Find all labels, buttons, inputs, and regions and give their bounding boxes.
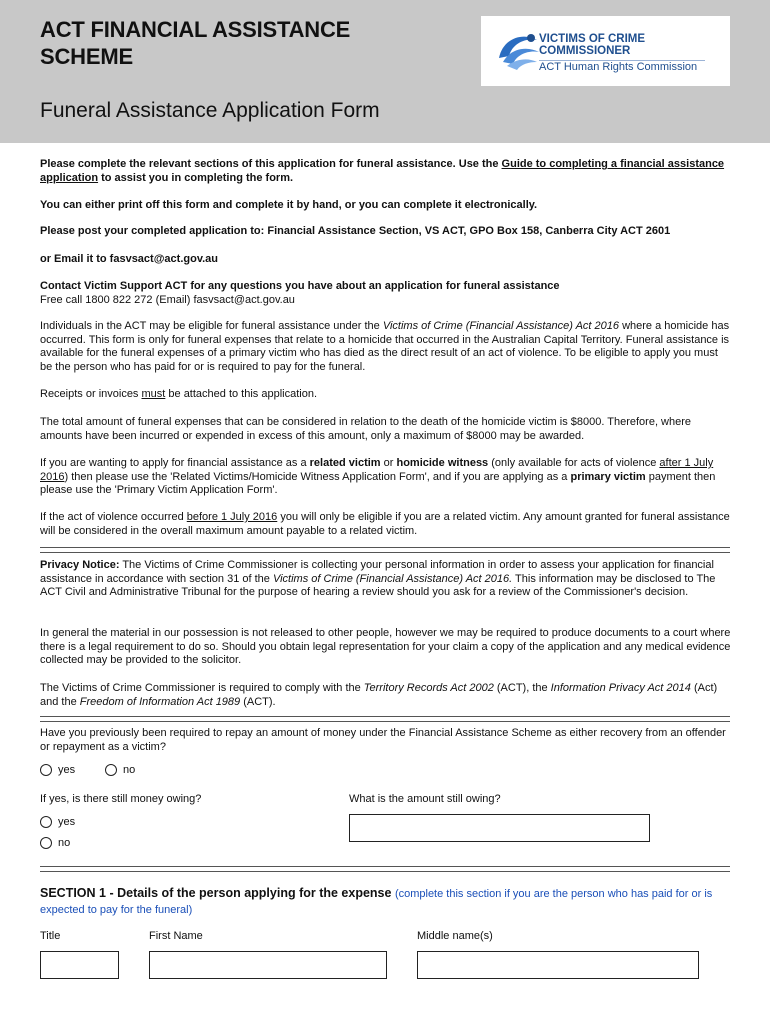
- swirl-logo-icon: [493, 28, 543, 72]
- first-name-label: First Name: [149, 930, 203, 942]
- commission-logo: [481, 16, 730, 86]
- intro-p5: Contact Victim Support ACT for any questions you have about an application for funeral assistance Free call 1800 822 272 (Email) fasvsact@act.gov.au: [40, 280, 560, 306]
- title-label: Title: [40, 930, 61, 942]
- form-title: ACT FINANCIAL ASSISTANCE SCHEME: [40, 17, 351, 69]
- privacy-p1: Privacy Notice: The Victims of Crime Commissioner is collecting your personal information in order to assess your application for financial assistance in accordance with section 31 of the Victims of Crime (Financial Assistance) Act 2016. This information may be disclosed to The ACT Civil and Administrative Tribunal for the purpose of hearing a review should you ask for a review of the Commissioner's decision.: [40, 559, 716, 598]
- logo-divider: [539, 60, 705, 61]
- title-input[interactable]: [40, 951, 119, 979]
- owing-question: If yes, is there still money owing?: [40, 793, 202, 805]
- privacy-p3: The Victims of Crime Commissioner is required to comply with the Territory Records Act 2002 (ACT), the Information Privacy Act 2014 (Act) and the Freedom of Information Act 1989 (ACT).: [40, 682, 718, 708]
- repay-no-option[interactable]: no: [105, 764, 135, 776]
- guide-link[interactable]: Guide to completing a financial assistance application: [40, 158, 725, 184]
- repay-yes-radio[interactable]: [40, 764, 52, 776]
- divider: [40, 866, 730, 872]
- first-name-input[interactable]: [149, 951, 387, 979]
- divider: [40, 716, 730, 722]
- intro-p1: Please complete the relevant sections of this application for funeral assistance. Use the Guide to completing a financial assistance application to assist you in completing the form.: [40, 158, 725, 184]
- privacy-p2: In general the material in our possession is not released to other people, however we may be required to produce documents to a court where there is a legal requirement to do so. Should you obtain legal representation for your claim a copy of the application and any medical evidence collected may be provided to the solicitor.: [40, 627, 731, 666]
- repay-question: Have you previously been required to repay an amount of money under the Financial Assistance Scheme as either recovery from an offender or repayment as a victim?: [40, 727, 726, 753]
- owing-no-option[interactable]: no: [40, 837, 70, 849]
- middle-name-label: Middle name(s): [417, 930, 493, 942]
- owing-no-radio[interactable]: [40, 837, 52, 849]
- amount-question: What is the amount still owing?: [349, 793, 501, 805]
- form-subtitle: Funeral Assistance Application Form: [40, 99, 380, 122]
- section-1-heading: SECTION 1 - Details of the person applying for the expense (complete this section if you are the person who has paid for or is expected to pay for the funeral): [40, 886, 713, 916]
- repay-yes-option[interactable]: yes: [40, 764, 75, 776]
- intro-p7: Receipts or invoices must be attached to this application.: [40, 388, 318, 400]
- owing-yes-option[interactable]: yes: [40, 816, 75, 828]
- intro-p2: You can either print off this form and complete it by hand, or you can complete it electronically.: [40, 199, 538, 211]
- logo-text: VICTIMS OF CRIME COMMISSIONER ACT Human Rights Commission: [539, 33, 698, 73]
- middle-name-input[interactable]: [417, 951, 699, 979]
- repay-no-radio[interactable]: [105, 764, 117, 776]
- intro-p4: or Email it to fasvsact@act.gov.au: [40, 253, 219, 265]
- owing-yes-radio[interactable]: [40, 816, 52, 828]
- divider: [40, 547, 730, 553]
- amount-owing-input[interactable]: [349, 814, 650, 842]
- intro-p10: If the act of violence occurred before 1 July 2016 you will only be eligible if you are a related victim. Any amount granted for funeral assistance will be considered in the overall maximum amount payable to a related victim.: [40, 511, 730, 537]
- intro-p8: The total amount of funeral expenses that can be considered in relation to the death of the homicide victim is $8000. Therefore, where amounts have been incurred or expended in excess of this amount, only a maximum of $8000 may be awarded.: [40, 416, 692, 442]
- intro-p3: Please post your completed application to: Financial Assistance Section, VS ACT, GPO Box 158, Canberra City ACT 2601: [40, 225, 671, 237]
- header-band: [0, 0, 770, 143]
- intro-p6: Individuals in the ACT may be eligible for funeral assistance under the Victims of Crime (Financial Assistance) Act 2016 where a homicide has occurred. This form is only for funeral expenses that relate to a homicide that occurred in the Australian Capital Territory. Funeral assistance is available for the funeral expenses of a primary victim who has died as the direct result of an act of violence. To be eligible to apply you must be the person who has paid for or is required to pay for the funeral.: [40, 320, 730, 373]
- intro-p9: If you are wanting to apply for financial assistance as a related victim or homicide witness (only available for acts of violence after 1 July 2016) then please use the 'Related Victims/Homicide Witness Application Form', and if you are applying as a primary victim payment then please use the 'Primary Victim Application Form'.: [40, 457, 716, 496]
